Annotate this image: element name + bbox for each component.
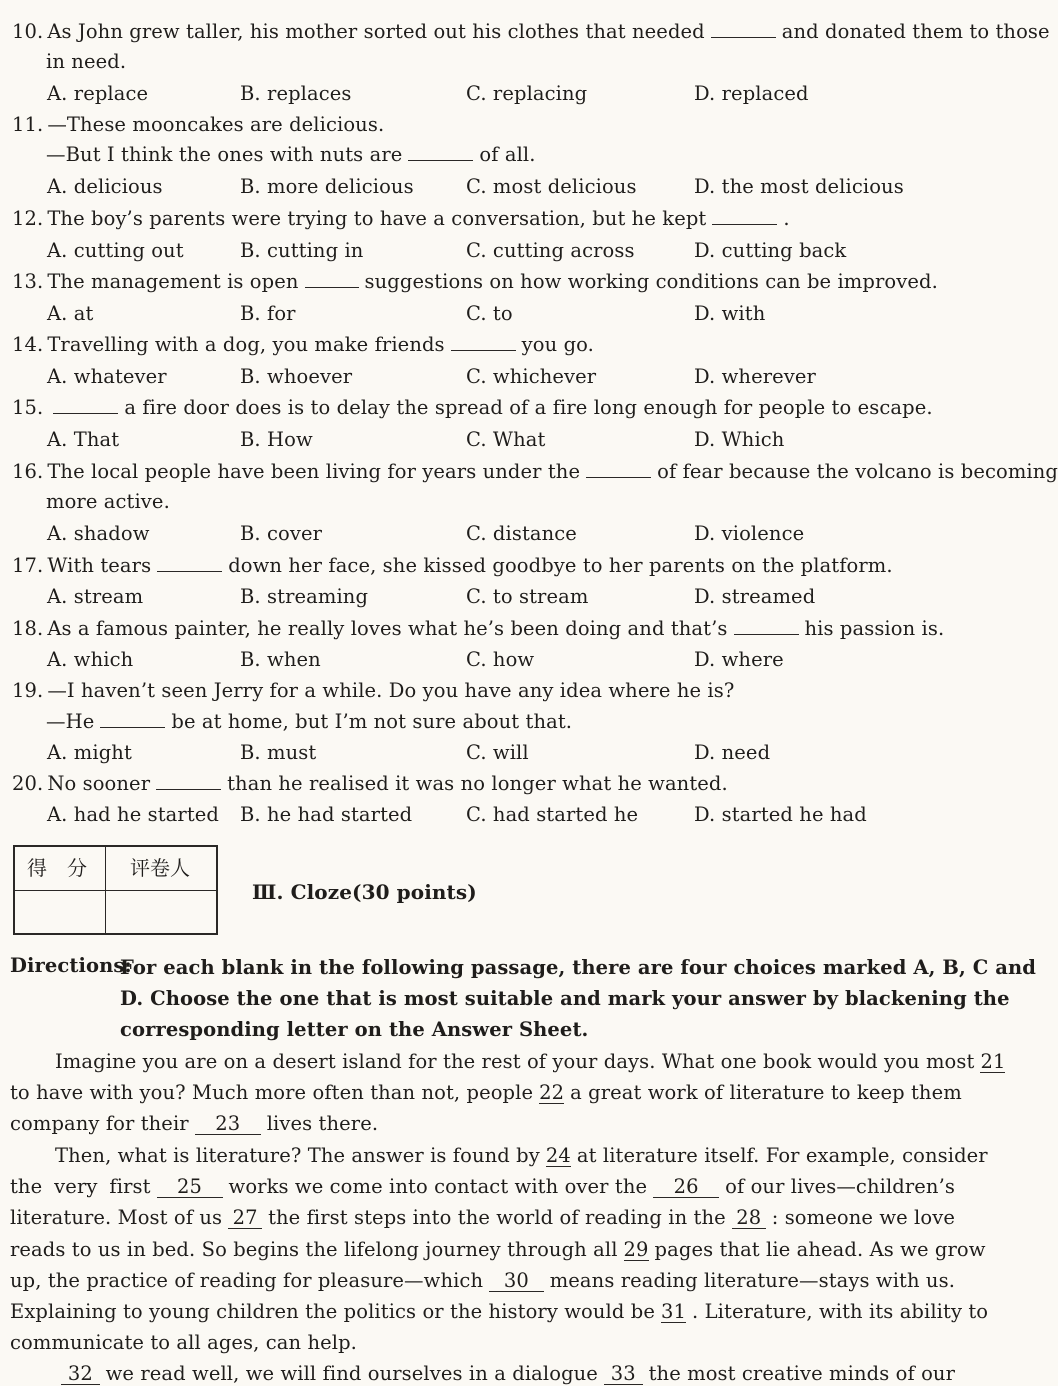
option-d[interactable]: D. where	[694, 648, 784, 671]
question-text: down her face, she kissed goodbye to her parents on the platform.	[228, 554, 893, 577]
question-text: of all.	[479, 143, 536, 166]
option-a[interactable]: A. shadow	[47, 522, 150, 545]
passage-line	[55, 1362, 955, 1386]
question-text: No sooner	[47, 772, 151, 795]
passage-text: communicate to all ages, can help.	[10, 1331, 357, 1354]
question-line	[12, 460, 1058, 484]
cloze-blank-31[interactable]: 31	[661, 1300, 687, 1323]
option-c[interactable]: C. whichever	[466, 365, 597, 388]
option-a[interactable]: A. at	[47, 302, 94, 325]
answer-blank[interactable]	[305, 272, 359, 288]
passage-line	[10, 1112, 378, 1136]
cloze-blank-23[interactable]: 23	[195, 1114, 261, 1135]
cloze-blank-27[interactable]: 27	[228, 1208, 262, 1229]
question-text: in need.	[46, 50, 127, 73]
option-c[interactable]: C. how	[466, 648, 535, 671]
score-input-cell[interactable]	[15, 892, 104, 935]
passage-text: a great work of literature to keep them	[570, 1081, 962, 1104]
question-line	[12, 333, 594, 357]
passage-text: pages that lie ahead. As we grow	[654, 1238, 986, 1261]
passage-line	[55, 1050, 1006, 1074]
question-number: 20.	[12, 772, 44, 795]
option-c[interactable]: C. to stream	[466, 585, 589, 608]
passage-text: the first steps into the world of reading in the	[268, 1206, 726, 1229]
answer-blank[interactable]	[156, 774, 221, 790]
option-b[interactable]: B. streaming	[240, 585, 369, 608]
question-text: The management is open	[47, 270, 299, 293]
option-d[interactable]: D. cutting back	[694, 239, 847, 262]
passage-text: reads to us in bed. So begins the lifelong journey through all	[10, 1238, 618, 1261]
grader-input-cell[interactable]	[107, 892, 218, 935]
passage-line	[10, 1081, 962, 1105]
passage-text: lives there.	[266, 1112, 379, 1135]
option-c[interactable]: C. had started he	[466, 803, 639, 826]
option-c[interactable]: C. distance	[466, 522, 577, 545]
passage-text: up, the practice of reading for pleasure—which	[10, 1269, 484, 1292]
option-d[interactable]: D. violence	[694, 522, 805, 545]
option-c[interactable]: C. What	[466, 428, 546, 451]
option-a[interactable]: A. which	[47, 648, 134, 671]
option-c[interactable]: C. cutting across	[466, 239, 635, 262]
directions-text: corresponding letter on the Answer Sheet.	[120, 1018, 589, 1041]
question-text: The boy’s parents were trying to have a conversation, but he kept	[47, 207, 707, 230]
cloze-blank-26[interactable]: 26	[653, 1177, 719, 1198]
question-line	[12, 772, 728, 796]
passage-text: at literature itself. For example, consider	[576, 1144, 988, 1167]
cloze-blank-29[interactable]: 29	[623, 1238, 649, 1261]
option-a[interactable]: A. stream	[47, 585, 144, 608]
question-text: With tears	[47, 554, 152, 577]
passage-text: : someone we love	[771, 1206, 955, 1229]
question-text: and donated them to those	[781, 20, 1050, 43]
passage-text: means reading literature—stays with us.	[549, 1269, 955, 1292]
option-d[interactable]: D. with	[694, 302, 766, 325]
option-c[interactable]: C. will	[466, 741, 529, 764]
passage-text: works we come into contact with over the	[228, 1175, 648, 1198]
question-text: —He	[46, 710, 95, 733]
question-number: 16.	[12, 460, 44, 483]
passage-text: literature. Most of us	[10, 1206, 223, 1229]
option-a[interactable]: A. cutting out	[47, 239, 184, 262]
option-b[interactable]: B. whoever	[240, 365, 353, 388]
option-c[interactable]: C. replacing	[466, 82, 588, 105]
option-a[interactable]: A. had he started	[47, 803, 219, 826]
answer-blank[interactable]	[408, 145, 473, 161]
option-a[interactable]: A. replace	[47, 82, 149, 105]
answer-blank[interactable]	[100, 712, 165, 728]
question-text: Travelling with a dog, you make friends	[47, 333, 445, 356]
question-number: 11.	[12, 113, 44, 136]
question-line	[46, 50, 126, 74]
question-line	[12, 554, 893, 578]
question-line	[12, 679, 734, 703]
answer-blank[interactable]	[157, 556, 222, 572]
question-number: 12.	[12, 207, 44, 230]
option-b[interactable]: B. cutting in	[240, 239, 364, 262]
option-a[interactable]: A. delicious	[47, 175, 163, 198]
option-b[interactable]: B. replaces	[240, 82, 352, 105]
question-text: The local people have been living for years under the	[47, 460, 581, 483]
passage-text: the very first	[10, 1175, 151, 1198]
question-text: As a famous painter, he really loves what he’s been doing and that’s	[47, 617, 728, 640]
question-line	[46, 710, 572, 734]
passage-text: we read well, we will find ourselves in a dialogue	[105, 1362, 598, 1385]
question-line	[46, 143, 536, 167]
option-a[interactable]: A. whatever	[47, 365, 167, 388]
option-a[interactable]: A. That	[47, 428, 120, 451]
question-text: a fire door does is to delay the spread of a fire long enough for people to escape.	[124, 396, 933, 419]
question-line	[12, 396, 933, 420]
option-b[interactable]: B. when	[240, 648, 321, 671]
question-text: suggestions on how working conditions can be improved.	[364, 270, 938, 293]
question-text: than he realised it was no longer what he wanted.	[227, 772, 728, 795]
passage-line	[10, 1269, 955, 1293]
option-a[interactable]: A. might	[47, 741, 132, 764]
passage-line	[10, 1300, 989, 1324]
option-b[interactable]: B. How	[240, 428, 313, 451]
question-text: —But I think the ones with nuts are	[46, 143, 403, 166]
directions-text: For each blank in the following passage, there are four choices marked A, B, C and	[120, 956, 1037, 979]
score-box-divider	[15, 890, 216, 891]
question-line	[12, 113, 384, 137]
cloze-blank-30[interactable]: 30	[489, 1271, 544, 1292]
passage-text: to have with you? Much more often than not, people	[10, 1081, 534, 1104]
passage-line	[10, 1331, 357, 1355]
passage-text: company for their	[10, 1112, 189, 1135]
question-number: 13.	[12, 270, 44, 293]
cloze-blank-22[interactable]: 22	[539, 1081, 565, 1104]
option-d[interactable]: D. need	[694, 741, 771, 764]
option-c[interactable]: C. most delicious	[466, 175, 637, 198]
question-line	[46, 490, 170, 514]
score-box	[13, 845, 218, 935]
passage-line	[10, 1175, 955, 1199]
question-text: —These mooncakes are delicious.	[47, 113, 385, 136]
option-d[interactable]: D. streamed	[694, 585, 816, 608]
section-title: Ⅲ. Cloze(30 points)	[252, 880, 477, 904]
passage-text: Imagine you are on a desert island for the rest of your days. What one book would you most	[55, 1050, 975, 1073]
answer-blank[interactable]	[711, 22, 776, 38]
answer-blank[interactable]	[451, 335, 516, 351]
question-number: 18.	[12, 617, 44, 640]
directions-text: D. Choose the one that is most suitable and mark your answer by blackening the	[120, 987, 1010, 1010]
option-b[interactable]: B. for	[240, 302, 296, 325]
question-line	[12, 270, 938, 294]
directions-label: Directions:	[10, 954, 132, 977]
question-text: As John grew taller, his mother sorted out his clothes that needed	[47, 20, 705, 43]
question-number: 15.	[12, 396, 44, 419]
passage-text: of our lives—children’s	[725, 1175, 955, 1198]
question-text: be at home, but I’m not sure about that.	[171, 710, 573, 733]
question-text: —I haven’t seen Jerry for a while. Do you have any idea where he is?	[47, 679, 735, 702]
question-number: 17.	[12, 554, 44, 577]
option-d[interactable]: D. Which	[694, 428, 785, 451]
cloze-blank-24[interactable]: 24	[545, 1144, 571, 1167]
cloze-blank-25[interactable]: 25	[157, 1177, 223, 1198]
answer-blank[interactable]	[586, 462, 651, 478]
passage-text: Then, what is literature? The answer is found by	[55, 1144, 540, 1167]
question-number: 14.	[12, 333, 44, 356]
cloze-blank-32[interactable]: 32	[61, 1364, 100, 1385]
passage-text: . Literature, with its ability to	[692, 1300, 989, 1323]
option-d[interactable]: D. the most delicious	[694, 175, 904, 198]
question-line	[12, 20, 1050, 44]
answer-blank[interactable]	[712, 209, 777, 225]
passage-text: the most creative minds of our	[648, 1362, 955, 1385]
question-number: 10.	[12, 20, 44, 43]
question-text: his passion is.	[804, 617, 945, 640]
option-b[interactable]: B. must	[240, 741, 317, 764]
passage-text: Explaining to young children the politics or the history would be	[10, 1300, 656, 1323]
option-b[interactable]: B. he had started	[240, 803, 413, 826]
option-d[interactable]: D. wherever	[694, 365, 816, 388]
cloze-blank-28[interactable]: 28	[732, 1208, 766, 1229]
question-line	[12, 617, 944, 641]
option-b[interactable]: B. more delicious	[240, 175, 414, 198]
passage-line	[55, 1144, 988, 1168]
question-text: .	[783, 207, 790, 230]
answer-blank[interactable]	[53, 398, 118, 414]
answer-blank[interactable]	[734, 619, 799, 635]
passage-line	[10, 1238, 986, 1262]
question-text: you go.	[521, 333, 594, 356]
question-text: of fear because the volcano is becoming	[657, 460, 1058, 483]
grader-label: 评卷人	[130, 856, 190, 880]
score-label: 得 分	[27, 856, 87, 880]
cloze-blank-33[interactable]: 33	[604, 1364, 643, 1385]
question-text: more active.	[46, 490, 170, 513]
option-b[interactable]: B. cover	[240, 522, 323, 545]
option-c[interactable]: C. to	[466, 302, 513, 325]
passage-line	[10, 1206, 955, 1230]
question-number: 19.	[12, 679, 44, 702]
option-d[interactable]: D. started he had	[694, 803, 867, 826]
cloze-blank-21[interactable]: 21	[980, 1050, 1006, 1073]
option-d[interactable]: D. replaced	[694, 82, 809, 105]
question-line	[12, 207, 790, 231]
